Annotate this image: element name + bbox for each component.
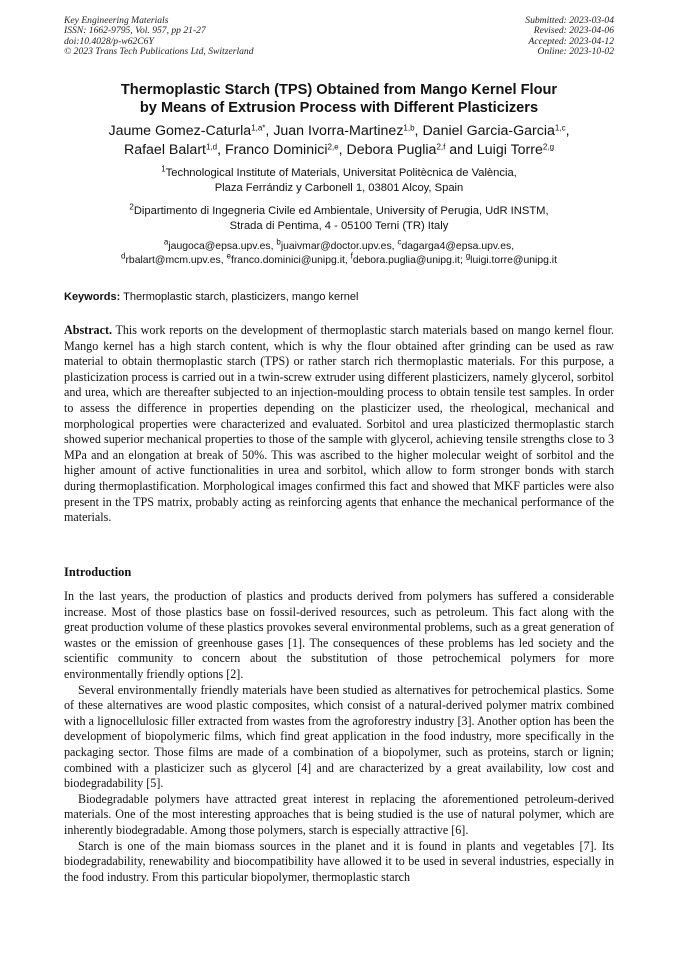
keywords-label: Keywords:	[64, 291, 121, 303]
email-address[interactable]: debora.puglia@unipg.it	[352, 255, 460, 266]
email-marker: c	[397, 237, 402, 247]
author-separator: ,	[565, 123, 570, 139]
affiliation-1	[0, 166, 678, 196]
author-separator: and	[445, 142, 477, 158]
author-separator: ,	[338, 142, 347, 158]
author-line-2	[0, 141, 678, 160]
author-affiliation-marker: 1,a*	[251, 123, 266, 133]
paragraph: Several environmentally friendly materials have been studied as alternatives for petrochemical plastics. Some of these alternatives are wood plastic composites, which consist of a natural-derived polymer matrix combined with a lignocellulosic filler extracted from wastes from the agroforestry industry [3]. Another option has been the development of biopolymeric films, which find great application in the food industry, more specifically in the packaging sector. Those films are made of a combination of a biopolymer, such as proteins, starch or lignin; combined with a plasticizer such as glycerol [4] and are characterized by a great availability, low cost and biodegradability [5].	[64, 682, 614, 791]
author-affiliation-marker: 1,d	[205, 142, 218, 152]
paragraph: Starch is one of the main biomass sources in the planet and it is found in plants and vegetables [7]. Its biodegradability, renewability and biocompatibility have allowed it to be used in several industries, especially in the food industry. From this particular biopolymer, thermoplastic starch	[64, 838, 614, 884]
author-separator: ,	[414, 123, 423, 139]
author-name: Luigi Torre	[476, 142, 543, 158]
journal-issn: ISSN: 1662-9795, Vol. 957, pp 21-27	[64, 25, 206, 37]
author-separator: ,	[265, 123, 274, 139]
affiliation-line-1: Dipartimento di Ingegneria Civile ed Ambientale, University of Perugia, UdR INSTM,	[133, 205, 549, 217]
author-name: Jaume Gomez-Caturla	[108, 123, 252, 139]
email-marker: e	[226, 251, 231, 261]
author-affiliation-marker: 1,b	[403, 123, 415, 133]
author-name: Debora Puglia	[346, 142, 437, 158]
keywords-text: Thermoplastic starch, plasticizers, mango kernel	[123, 291, 359, 303]
author-separator: ,	[217, 142, 225, 158]
abstract-text: This work reports on the development of thermoplastic starch materials based on mango kernel flour. Mango kernel has a high starch content, which is why the flour obtained after grinding can be used as raw material to obtain thermoplastic starch (TPS) or rather starch rich thermoplastic materials. For this purpose, a plasticization process is carried out in a twin-screw extruder using different plasticizers, namely glycerol, sorbitol and urea, which are thereafter subjected to an injection-moulding process to obtain tensile test samples. In order to assess the difference in properties depending on the plasticizer used, the rheological, mechanical and morphological properties were characterized and evaluated. Sorbitol and urea plasticized thermoplastic starch showed superior mechanical properties to those of the sample with glycerol, achieving tensile strengths close to 3 MPa and an elongation at break of 50%. This was ascribed to the higher molecular weight of sorbitol and the higher amount of active functionalities in urea and sorbitol, which allow to form stronger bonds with starch during thermoplastification. Morphological images confirmed this fact and showed that MKF particles were also present in the TPS matrix, probably acting as reinforcing agents that enhance the mechanical performance of the materials.	[64, 323, 614, 525]
author-affiliation-marker: 1,c	[554, 123, 566, 133]
email-address[interactable]: jaugoca@epsa.upv.es	[168, 241, 271, 252]
title-line-1: Thermoplastic Starch (TPS) Obtained from Mango Kernel Flour	[120, 82, 558, 98]
date-submitted: Submitted: 2023-03-04	[525, 15, 614, 26]
author-affiliation-marker: 2,e	[327, 142, 339, 152]
journal-header-left	[64, 16, 254, 58]
email-address[interactable]: juaivmar@doctor.upv.es	[280, 241, 392, 252]
paper-title	[0, 81, 678, 117]
author-affiliation-marker: 2,f	[436, 142, 446, 152]
abstract	[64, 323, 614, 526]
journal-copyright: © 2023 Trans Tech Publications Ltd, Switzerland	[64, 46, 254, 58]
author-affiliation-marker: 2,g	[542, 142, 555, 152]
email-address[interactable]: rbalart@mcm.upv.es	[125, 255, 221, 266]
email-address[interactable]: dagarga4@epsa.upv.es	[401, 241, 512, 252]
journal-doi[interactable]: doi:10.4028/p-w62C6Y	[64, 35, 154, 47]
email-address[interactable]: luigi.torre@unipg.it	[470, 255, 557, 266]
journal-header-right	[525, 16, 614, 58]
introduction-body	[64, 589, 614, 885]
email-marker: a	[163, 237, 169, 247]
paragraph: In the last years, the production of plastics and products derived from polymers has suffered a considerable increase. Most of those plastics base on fossil-derived resources, such as petroleum. This fact along with the great production volume of these plastics provokes several environmental problems, such as a great generation of wastes or the emission of greenhouse gases [1]. The consequences of these problems has led society and the scientific community to concern about the substitution of those petrochemical polymers for more environmentally friendly options [2].	[64, 589, 614, 681]
author-name: Daniel Garcia-Garcia	[422, 123, 555, 139]
email-address[interactable]: franco.dominici@unipg.it	[230, 255, 345, 266]
affiliation-marker: 2	[129, 202, 134, 212]
author-line-1	[0, 122, 678, 141]
affiliation-line-2: Plaza Ferrándiz y Carbonell 1, 03801 Alcoy, Spain	[214, 182, 464, 194]
author-list	[0, 122, 678, 160]
email-marker: g	[465, 251, 471, 261]
date-accepted: Accepted: 2023-04-12	[528, 35, 614, 47]
email-line-2: $^d$rbalart@mcm.upv.es, $^e$franco.dominici@unipg.it, $^f$debora.puglia@unipg.it; $^g$luigi.torre@unipg.it	[121, 251, 557, 266]
keywords	[64, 290, 358, 304]
email-line-1: $^a$jaugoca@epsa.upv.es, $^b$juaivmar@doctor.upv.es, $^c$dagarga4@epsa.upv.es,	[163, 237, 515, 252]
journal-name: Key Engineering Materials	[64, 15, 169, 26]
title-line-2: by Means of Extrusion Process with Different Plasticizers	[139, 100, 539, 116]
affiliation-marker: 1	[161, 164, 166, 174]
affiliation-2	[0, 204, 678, 234]
author-name: Juan Ivorra-Martinez	[273, 123, 404, 139]
email-list	[0, 237, 678, 268]
email-marker: b	[276, 237, 281, 247]
introduction-heading: Introduction	[64, 565, 132, 579]
email-marker: d	[121, 251, 126, 261]
email-marker: f	[350, 251, 353, 261]
author-name: Rafael Balart	[123, 142, 206, 158]
date-revised: Revised: 2023-04-06	[533, 25, 614, 37]
affiliation-line-2: Strada di Pentima, 4 - 05100 Terni (TR) Italy	[229, 220, 449, 232]
date-online: Online: 2023-10-02	[537, 46, 614, 58]
affiliation-line-1: Technological Institute of Materials, Universitat Politècnica de València,	[165, 167, 517, 179]
abstract-label: Abstract.	[64, 323, 113, 337]
paragraph: Biodegradable polymers have attracted great interest in replacing the aforementioned petroleum-derived materials. One of the most interesting approaches that is being studied is the use of natural polymer, which are inherently biodegradable. Among those polymers, starch is especially attractive [6].	[64, 791, 614, 837]
author-name: Franco Dominici	[225, 142, 328, 158]
